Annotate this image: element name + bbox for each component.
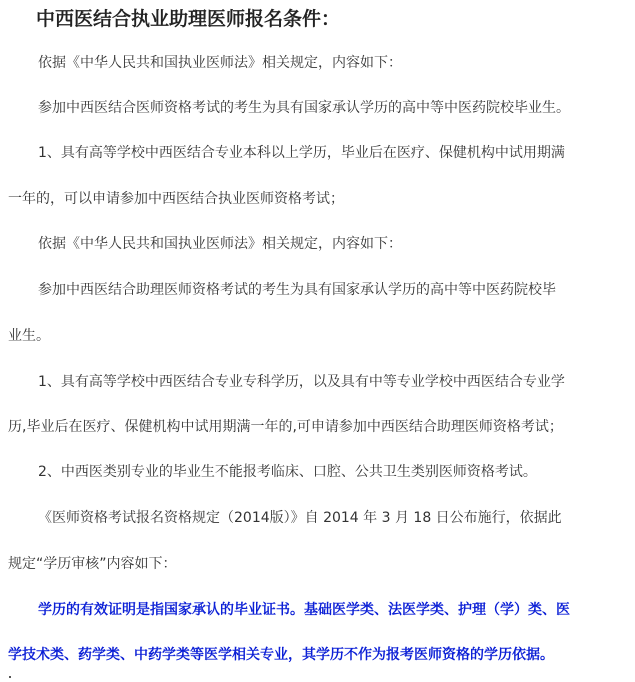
paragraph-assistant-condition-2: 2、中西医类别专业的毕业生不能报考临床、口腔、公共卫生类别医师资格考试。 [38,464,537,480]
stray-dot [9,676,11,678]
paragraph-condition-1-line-2: 一年的，可以申请参加中西医结合执业医师资格考试； [8,191,344,207]
highlight-education-proof-line-2: 学技术类、药学类、中药学类等医学相关专业，其学历不作为报考医师资格的学历依据。 [8,647,554,663]
paragraph-assistant-exam-eligibility-line-1: 参加中西医结合助理医师资格考试的考生为具有国家承认学历的高中等中医药院校毕 [38,282,556,298]
paragraph-basis-2: 依据《中华人民共和国执业医师法》相关规定，内容如下： [38,236,402,252]
paragraph-assistant-condition-1-line-2: 历,毕业后在医疗、保健机构中试用期满一年的,可申请参加中西医结合助理医师资格考试； [8,419,563,435]
paragraph-assistant-condition-1-line-1: 1、具有高等学校中西医结合专业专科学历，以及具有中等专业学校中西医结合专业学 [38,374,565,390]
paragraph-regulation-line-2: 规定“学历审核”内容如下： [8,556,177,572]
highlight-education-proof-line-1: 学历的有效证明是指国家承认的毕业证书。基础医学类、法医学类、护理（学）类、医 [38,602,570,618]
paragraph-condition-1-line-1: 1、具有高等学校中西医结合专业本科以上学历，毕业后在医疗、保健机构中试用期满 [38,145,565,161]
paragraph-physician-exam-eligibility: 参加中西医结合医师资格考试的考生为具有国家承认学历的高中等中医药院校毕业生。 [38,100,570,116]
paragraph-assistant-exam-eligibility-line-2: 业生。 [8,328,50,344]
paragraph-regulation-line-1: 《医师资格考试报名资格规定（2014版）》自 2014 年 3 月 18 日公布施行，依据此 [38,510,562,526]
article-title: 中西医结合执业助理医师报名条件： [36,8,341,30]
paragraph-basis-1: 依据《中华人民共和国执业医师法》相关规定，内容如下： [38,55,402,71]
